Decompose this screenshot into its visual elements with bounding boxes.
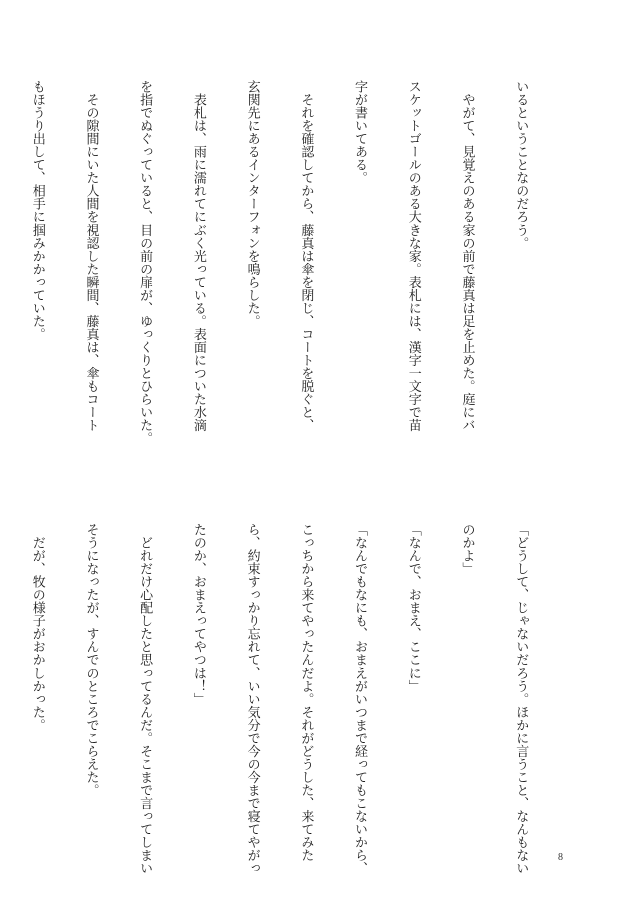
text-line: たのか、おまえってやつは！」: [190, 523, 206, 706]
text-line: 玄関先にあるインターフォンを鳴らした。: [244, 80, 260, 328]
text-line: ら、約束すっかり忘れて、いい気分で今の今まで寝てやがっ: [244, 523, 260, 875]
text-line: その隙間にいた人間を視認した瞬間、藤真は、傘もコート: [83, 80, 99, 432]
text-line: 「なんでもなにも、おまえがいつまで経ってもこないから、: [352, 523, 368, 875]
text-line: を指でぬぐっていると、目の前の扉が、ゆっくりとひらいた。: [137, 80, 153, 445]
text-line: スケットゴールのある大きな家。表札には、漢字一文字で苗: [405, 80, 421, 432]
text-line: 「なんで、おまえ、ここに」: [405, 523, 421, 693]
text-line: だが、牧の様子がおかしかった。: [29, 523, 45, 732]
page-number: 8: [558, 852, 563, 863]
lower-text-block: [29, 523, 565, 875]
text-line: 「どうして、じゃないだろう。ほかに言うこと、なんもない: [513, 523, 529, 875]
text-line: もほうり出して、相手に掴みかかっていた。: [29, 80, 45, 341]
text-line: どれだけ心配したと思ってるんだ。そこまで言ってしまい: [137, 523, 153, 875]
text-line: そうになったが、すんでのところでこらえた。: [83, 523, 99, 797]
text-line: のかよ」: [459, 523, 475, 576]
text-line: それを確認してから、藤真は傘を閉じ、コートを脱ぐと、: [298, 80, 314, 432]
text-line: 字が書いてある。: [352, 80, 368, 185]
text-line: 表札は、雨に濡れてにぶく光っている。表面についた水滴: [190, 80, 206, 432]
text-line: こっちから来てやったんだよ。それがどうした、来てみた: [298, 523, 314, 862]
text-line: いるということなのだろう。: [513, 80, 529, 250]
upper-text-block: [29, 80, 565, 445]
text-line: やがて、見覚えのある家の前で藤真は足を止めた。庭にバ: [459, 80, 475, 432]
